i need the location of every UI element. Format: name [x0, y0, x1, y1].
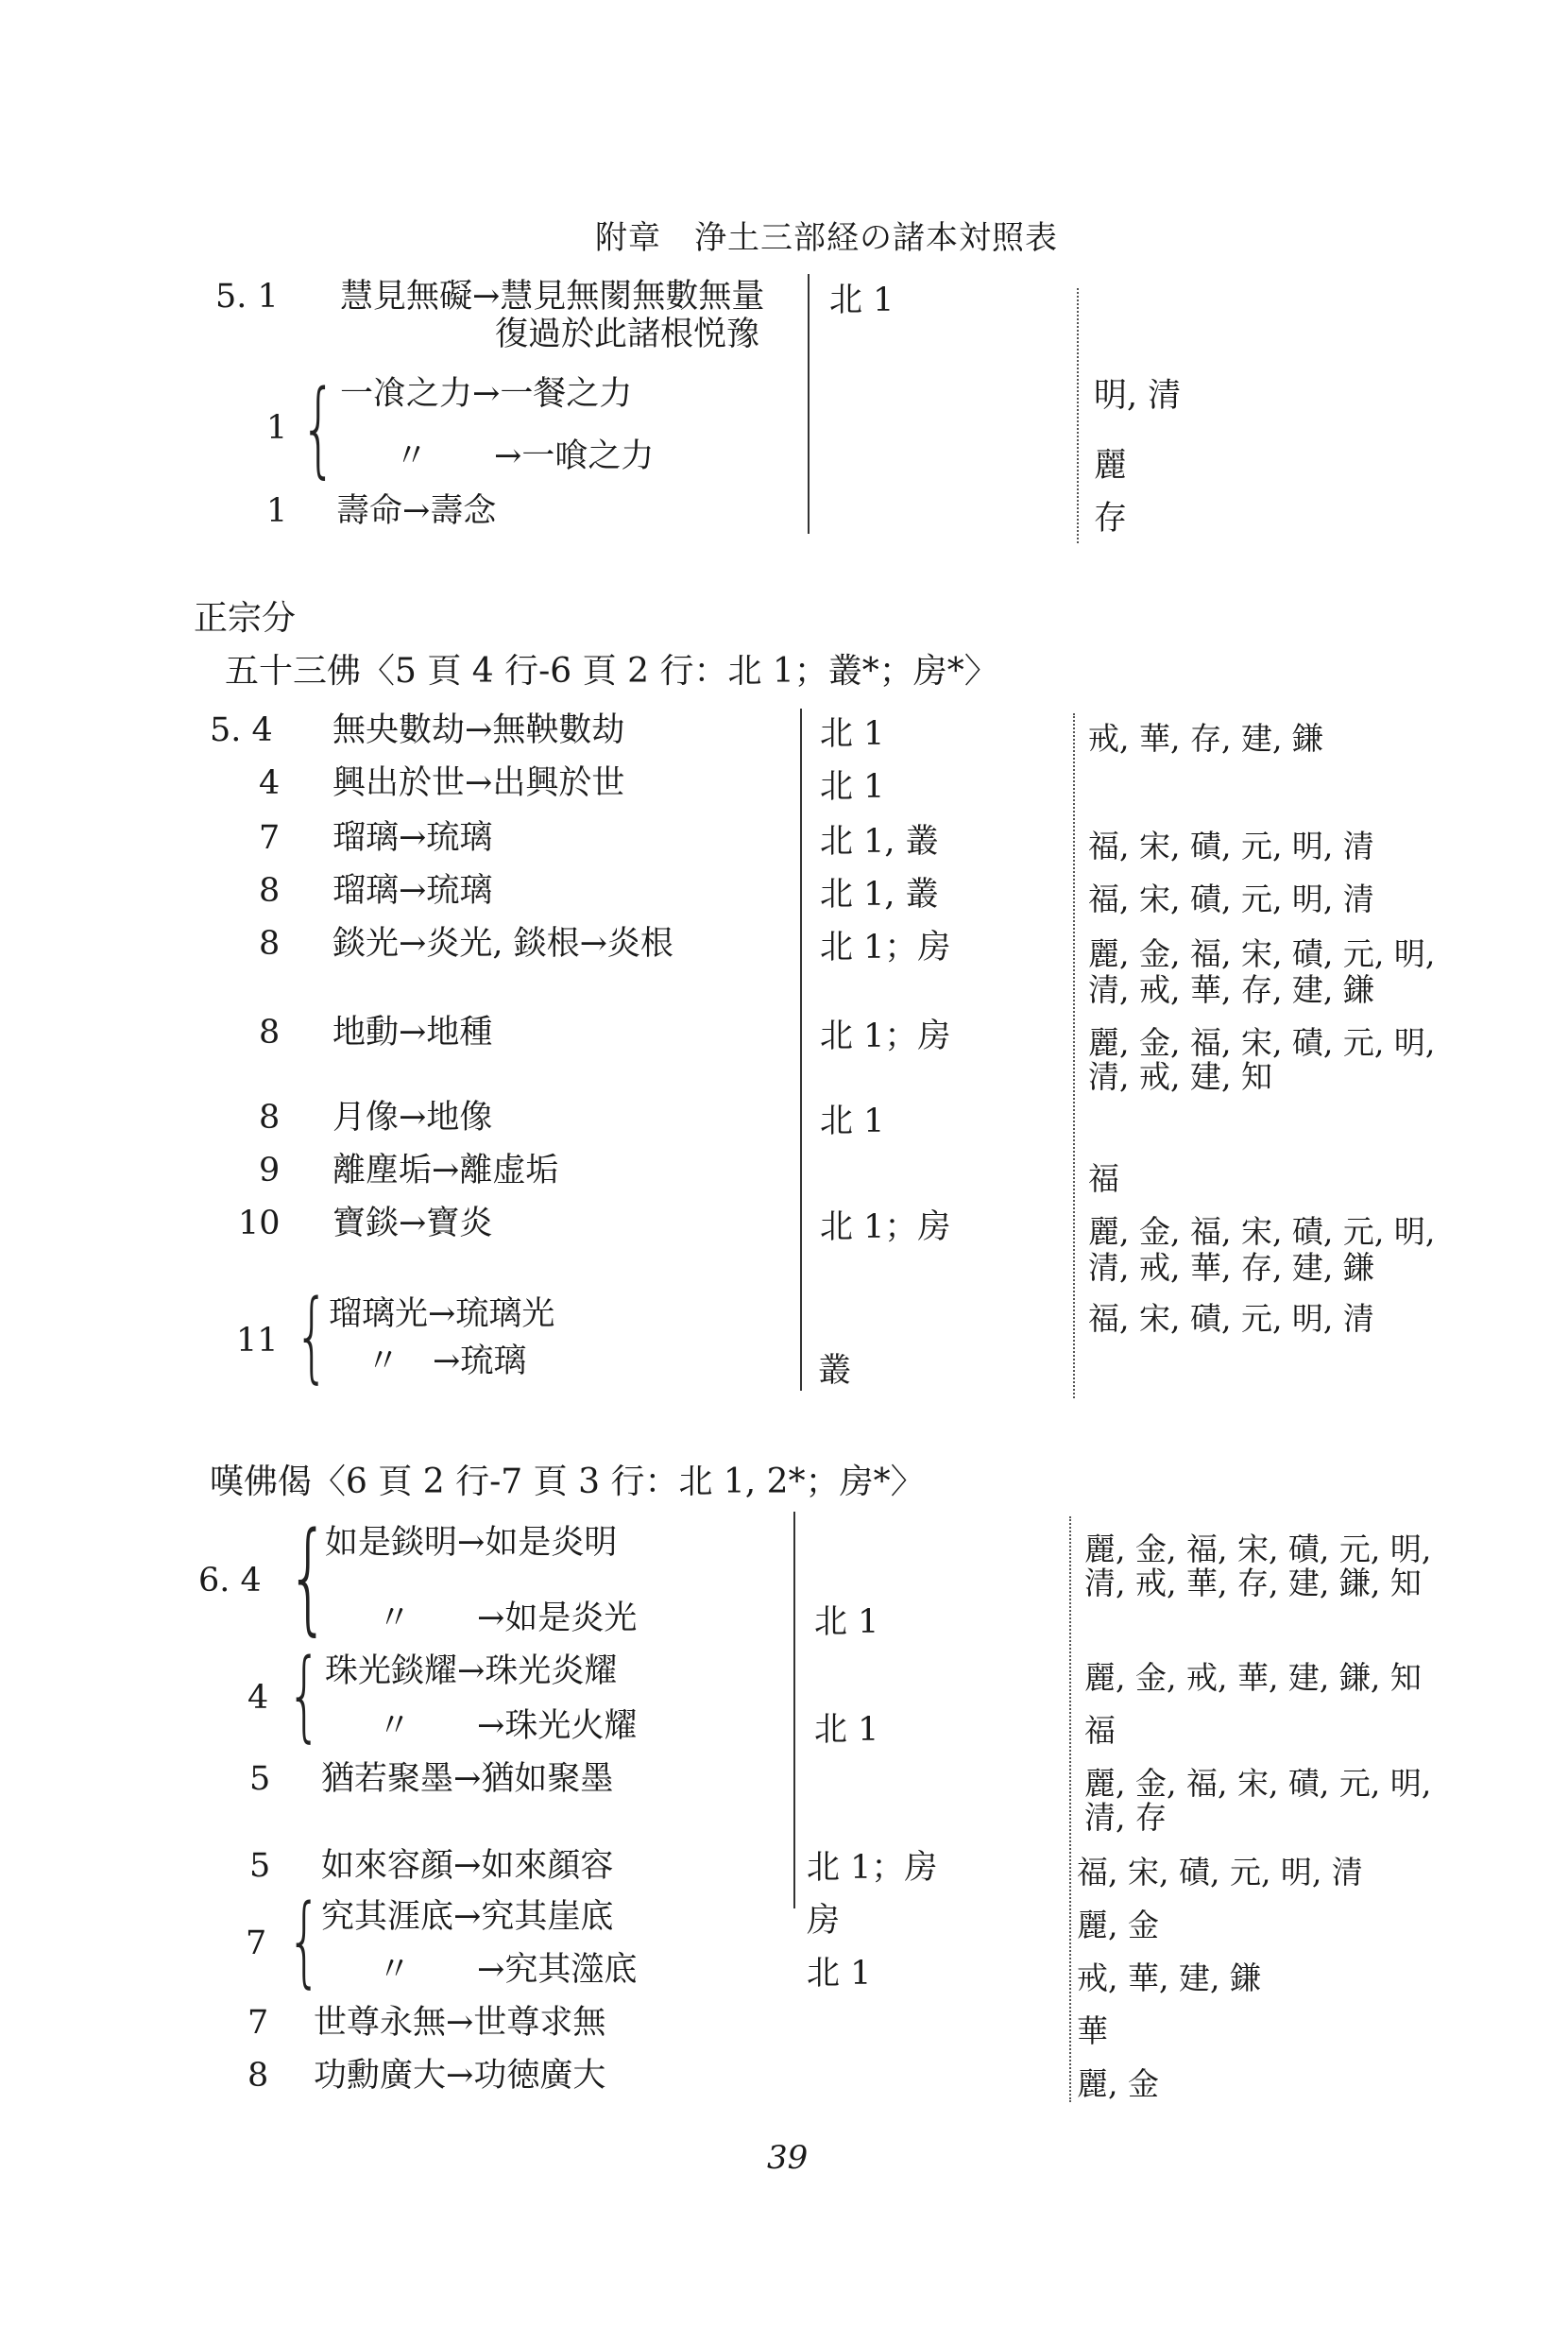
edition-cell: 麗 [1094, 447, 1128, 485]
variant-text: 一飡之力→一餐之力 [340, 375, 633, 413]
edition-cell: 麗, 金, 福, 宋, 磧, 元, 明, [1088, 1213, 1436, 1250]
row-number: 8 [259, 925, 281, 963]
brace-icon: { [295, 1278, 330, 1394]
variant-text: 瑠璃→琉璃 [332, 872, 493, 910]
row-number: 7 [247, 2004, 269, 2042]
edition-cell: 存 [1094, 500, 1128, 538]
source-cell: 北 1；房 [820, 1018, 951, 1055]
page-header: 附章 浄土三部経の諸本対照表 [595, 219, 1058, 257]
source-cell: 北 1；房 [807, 1849, 938, 1887]
edition-cell: 戒, 華, 存, 建, 鎌 [1088, 720, 1323, 757]
edition-cell: 福, 宋, 磧, 元, 明, 清 [1077, 1854, 1363, 1891]
brace-icon: { [287, 1637, 322, 1753]
column-rule-dotted [1069, 1516, 1071, 2102]
column-rule [793, 1512, 795, 1908]
edition-cell: 明, 清 [1094, 377, 1182, 415]
edition-cell: 福, 宋, 磧, 元, 明, 清 [1088, 828, 1374, 864]
source-cell: 北 1；房 [820, 929, 951, 967]
variant-text: 世尊永無→世尊求無 [314, 2004, 606, 2042]
variant-text: 錟光→炎光, 錟根→炎根 [332, 925, 673, 963]
source-cell: 北 1 [820, 1103, 885, 1140]
brace-icon: { [287, 1883, 322, 1998]
variant-text: 〃 →如是炎光 [378, 1600, 638, 1637]
row-number: 6. 4 [198, 1562, 262, 1600]
brace-icon: { [287, 1507, 330, 1648]
edition-cell-continued: 清, 戒, 華, 存, 建, 鎌, 知 [1084, 1565, 1422, 1601]
edition-cell: 福, 宋, 磧, 元, 明, 清 [1088, 1300, 1374, 1337]
row-number: 10 [238, 1205, 281, 1242]
row-number: 8 [247, 2057, 269, 2095]
row-number: 5. 4 [210, 711, 273, 749]
edition-cell-continued: 清, 戒, 華, 存, 建, 鎌 [1088, 971, 1374, 1008]
edition-cell: 麗, 金 [1077, 2065, 1159, 2102]
variant-text: 如是錟明→如是炎明 [325, 1524, 618, 1562]
column-rule-dotted [1077, 288, 1079, 543]
edition-cell-continued: 清, 存 [1084, 1799, 1167, 1836]
row-number: 1 [266, 409, 288, 447]
variant-text: 壽命→壽念 [336, 492, 497, 530]
source-cell: 北 1；房 [820, 1208, 951, 1246]
section-heading: 正宗分 [194, 599, 297, 638]
row-number: 8 [259, 1014, 281, 1052]
variant-text: 〃 →究其澨底 [378, 1951, 638, 1989]
edition-cell: 戒, 華, 建, 鎌 [1077, 1959, 1261, 1996]
edition-cell: 麗, 金, 福, 宋, 磧, 元, 明, [1084, 1531, 1432, 1567]
edition-cell: 麗, 金, 福, 宋, 磧, 元, 明, [1088, 935, 1436, 972]
column-rule [808, 274, 810, 534]
source-cell: 北 1 [807, 1955, 872, 1993]
edition-cell: 福, 宋, 磧, 元, 明, 清 [1088, 881, 1374, 917]
row-number: 5 [249, 1760, 271, 1798]
row-number: 4 [259, 764, 281, 802]
source-cell: 北 1 [814, 1603, 879, 1641]
source-cell: 北 1 [829, 282, 895, 319]
source-cell: 北 1, 叢 [820, 876, 939, 914]
edition-cell: 麗, 金, 戒, 華, 建, 鎌, 知 [1084, 1659, 1422, 1696]
source-cell: 北 1 [814, 1711, 879, 1749]
source-cell: 房 [807, 1902, 841, 1940]
row-number: 9 [259, 1152, 281, 1189]
source-cell: 北 1 [820, 768, 885, 806]
row-number: 7 [259, 819, 281, 857]
row-number: 5 [249, 1847, 271, 1885]
edition-cell-continued: 清, 戒, 建, 知 [1088, 1058, 1272, 1095]
page-number: 39 [767, 2139, 809, 2177]
row-number: 5. 1 [215, 278, 279, 316]
variant-text: 珠光錟耀→珠光炎耀 [325, 1652, 618, 1690]
source-cell: 北 1, 叢 [820, 823, 939, 861]
variant-text: 〃 →一喰之力 [395, 437, 655, 475]
row-number: 8 [259, 1099, 281, 1137]
edition-cell: 麗, 金 [1077, 1907, 1159, 1943]
row-number: 1 [266, 492, 288, 530]
row-number: 4 [247, 1679, 269, 1717]
variant-text: 慧見無礙→慧見無閡無數無量 [340, 278, 765, 316]
source-cell: 叢 [818, 1352, 852, 1390]
variant-text: 究其涯底→究其崖底 [321, 1898, 614, 1936]
section-heading: 五十三佛〈5 頁 4 行‐6 頁 2 行：北 1；叢*；房*〉 [225, 652, 998, 691]
variant-text: 如來容顔→如來顔容 [321, 1847, 614, 1885]
variant-text: 功勳廣大→功徳廣大 [314, 2057, 606, 2095]
variant-text: 興出於世→出興於世 [332, 764, 625, 802]
edition-cell: 福 [1084, 1712, 1116, 1749]
variant-text: 瑠璃光→琉璃光 [329, 1295, 555, 1333]
row-number: 7 [246, 1925, 267, 1962]
section-heading: 嘆佛偈〈6 頁 2 行‐7 頁 3 行：北 1, 2*；房*〉 [210, 1463, 925, 1501]
variant-text: 〃 →琉璃 [366, 1343, 527, 1380]
brace-icon: { [300, 368, 337, 488]
row-number: 8 [259, 872, 281, 910]
variant-text: 瑠璃→琉璃 [332, 819, 493, 857]
edition-cell: 麗, 金, 福, 宋, 磧, 元, 明, [1088, 1024, 1436, 1061]
variant-text: 〃 →珠光火耀 [378, 1707, 638, 1745]
variant-text: 地動→地種 [332, 1014, 493, 1052]
variant-text: 寶錟→寶炎 [332, 1205, 493, 1242]
edition-cell: 華 [1077, 2012, 1108, 2049]
row-number: 11 [236, 1322, 279, 1360]
column-rule-dotted [1073, 713, 1075, 1398]
column-rule [800, 709, 802, 1391]
variant-text: 無央數劫→無鞅數劫 [332, 711, 625, 749]
edition-cell: 麗, 金, 福, 宋, 磧, 元, 明, [1084, 1765, 1432, 1802]
edition-cell: 福 [1088, 1160, 1119, 1197]
source-cell: 北 1 [820, 715, 885, 753]
variant-text: 離塵垢→離虚垢 [332, 1152, 559, 1189]
variant-text-continued: 復過於此諸根悦豫 [495, 316, 760, 353]
variant-text: 月像→地像 [332, 1099, 493, 1137]
edition-cell-continued: 清, 戒, 華, 存, 建, 鎌 [1088, 1249, 1374, 1286]
variant-text: 猶若聚墨→猶如聚墨 [321, 1760, 614, 1798]
